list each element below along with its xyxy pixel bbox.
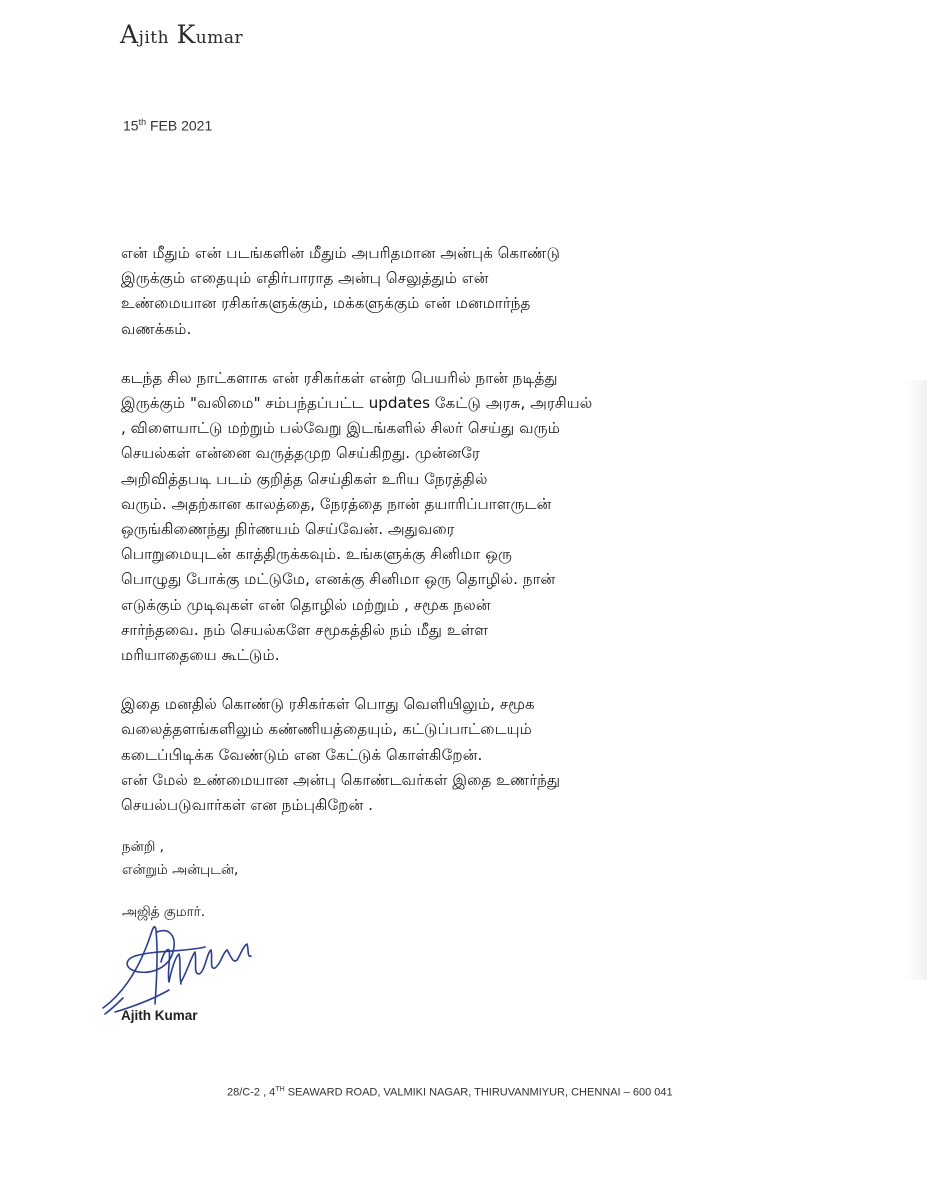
text-line: வரும். அதற்கான காலத்தை, நேரத்தை நான் தயாரிப்பாளருடன் — [121, 494, 552, 513]
text-line: இதை மனதில் கொண்டு ரசிகர்கள் பொது வெளியிலும், சமூக — [121, 695, 535, 714]
date-suffix: th — [138, 117, 147, 127]
footer-address-sup: TH — [275, 1086, 285, 1093]
text-line: ஒருங்கிணைந்து நிர்ணயம் செய்வேன். அதுவரை — [121, 520, 455, 539]
text-line: உண்மையான ரசிகர்களுக்கும், மக்களுக்கும் என் மனமார்ந்த — [121, 294, 531, 313]
text-line: செயல்படுவார்கள் என நம்புகிறேன் . — [121, 796, 373, 815]
text-line: கடந்த சில நாட்களாக என் ரசிகர்கள் என்ற பெயரில் நான் நடித்து — [121, 368, 558, 387]
text-line: வணக்கம். — [121, 319, 192, 338]
letterhead-initial-first: A — [120, 20, 139, 49]
footer-address-prefix: 28/C-2 , 4 — [227, 1086, 276, 1099]
text-line: எடுக்கும் முடிவுகள் என் தொழில் மற்றும் , சமூக நலன் — [121, 595, 491, 614]
letter-date — [123, 117, 212, 134]
closing-thanks: நன்றி , — [122, 839, 164, 855]
text-line: பொழுது போக்கு மட்டுமே, எனக்கு சினிமா ஒரு தொழில். நான் — [121, 570, 556, 589]
closing-regards: என்றும் அன்புடன், — [122, 862, 239, 878]
paragraph-request — [121, 692, 811, 818]
date-month-year: FEB 2021 — [149, 117, 213, 134]
text-line: என் மேல் உண்மையான அன்பு கொண்டவர்கள் இதை உணர்ந்து — [121, 770, 561, 789]
date-day: 15 — [123, 117, 139, 134]
closing-block — [122, 836, 238, 882]
letterhead-name — [120, 20, 243, 49]
text-line: செயல்கள் என்னை வருத்தமுற செய்கிறது. முன்னரே — [121, 444, 480, 463]
signature-printed-name: Ajith Kumar — [121, 1008, 198, 1023]
text-line: பொறுமையுடன் காத்திருக்கவும். உங்களுக்கு சினிமா ஒரு — [121, 545, 513, 564]
text-line: வலைத்தளங்களிலும் கண்ணியத்தையும், கட்டுப்பாட்டையும் — [121, 720, 532, 739]
letterhead-last-name: umar — [195, 28, 244, 48]
text-line: மரியாதையை கூட்டும். — [121, 646, 280, 665]
text-line: , விளையாட்டு மற்றும் பல்வேறு இடங்களில் சிலர் செய்து வரும் — [121, 419, 560, 438]
closing-tamil-name: அஜித் குமார். — [122, 904, 205, 920]
text-line: கடைப்பிடிக்க வேண்டும் என கேட்டுக் கொள்கிறேன். — [121, 745, 483, 764]
text-line: சார்ந்தவை. நம் செயல்களே சமூகத்தில் நம் மீது உள்ள — [121, 620, 489, 639]
scan-edge-shadow — [905, 380, 927, 980]
text-line: அறிவித்தபடி படம் குறித்த செய்திகள் உரிய நேரத்தில் — [121, 469, 488, 488]
footer-address-rest: SEAWARD ROAD, VALMIKI NAGAR, THIRUVANMIYUR, CHENNAI – 600 041 — [284, 1086, 673, 1099]
handwritten-signature — [95, 912, 285, 1022]
paragraph-main — [121, 366, 811, 668]
letterhead-first-name: jith — [138, 28, 170, 48]
paragraph-greeting — [121, 241, 811, 342]
letterhead-initial-last: K — [176, 20, 196, 49]
text-line: இருக்கும் எதையும் எதிர்பாராத அன்பு செலுத்தும் என் — [121, 269, 489, 288]
text-line: என் மீதும் என் படங்களின் மீதும் அபரிதமான அன்புக் கொண்டு — [121, 244, 561, 262]
text-line: இருக்கும் "வலிமை" சம்பந்தப்பட்ட updates கேட்டு அரசு, அரசியல் — [121, 394, 593, 413]
letter-body — [121, 241, 811, 842]
footer-address — [227, 1086, 673, 1099]
